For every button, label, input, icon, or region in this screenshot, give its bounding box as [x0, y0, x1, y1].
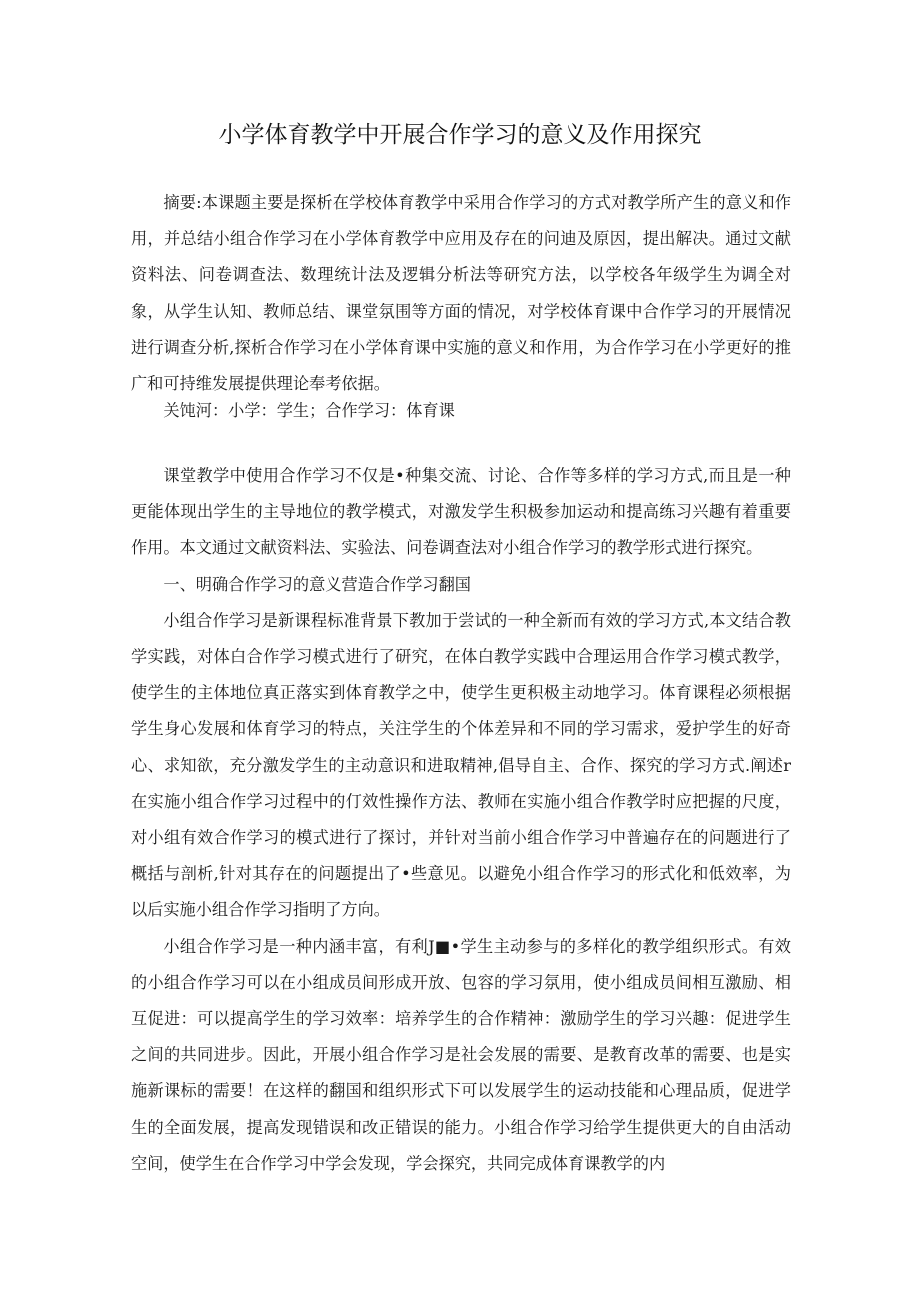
section-heading: 一、明确合作学习的意义营造合作学习翻国: [163, 574, 471, 594]
main-body: [131, 458, 791, 1182]
document-title: 小学体育教学中开展合作学习的意义及作用探究: [218, 122, 702, 148]
intro-paragraph: 课堂教学中使用合作学习不仅是•种集交流、讨论、合作等多样的学习方式,而且是一种更能体现出学生的主导地位的教学模式，对激发学生积极参加运动和提高练习兴趣有着重要作用。本文通过文献资料法、实验法、问卷调查法对小组合作学习的教学形式进行探究。: [131, 466, 791, 558]
keywords-section: [131, 393, 791, 429]
body-paragraph: 小组合作学习是一种内涵丰富，有利J■•学生主动参与的多样化的教学组织形式。有效的小组合作学习可以在小组成员间形成开放、包容的学习氛用，使小组成员间相互激励、相互促进：可以提高学生的学习效率：培养学生的合作精神：激励学生的学习兴趣：促进学生之间的共同进步。因此，开展小组合作学习是社会发展的需要、是教育改革的需要、也是实施新课标的需要！在这样的翻国和组织形式下可以发展学生的运动技能和心理品质，促进学生的全面发展，提高发现错误和改正错误的能力。小组合作学习给学生提供更大的自由活动空间，使学生在合作学习中学会发现，学会探究，共同完成体育课教学的内: [131, 936, 791, 1173]
abstract-section: [131, 185, 791, 402]
body-paragraph: 小组合作学习是新课程标准背景下教加于尝试的一种全新而有效的学习方式,本文结合教学实践，对体白合作学习模式进行了研究，在体白教学实践中合理运用合作学习模式教学，使学生的主体地位真正落实到体育教学之中，使学生更积极主动地学习。体育课程必须根据学生身心发展和体育学习的特点，关注学生的个体差异和不同的学习需求，爱护学生的好奇心、求知欲，充分激发学生的主动意识和进取精神,倡导自主、合作、探究的学习方式.阐述r在实施小组合作学习过程中的仃效性操作方法、教师在实施小组合作教学时应把握的尺度，对小组有效合作学习的模式进行了探讨，并针对当前小组合作学习中普遍存在的问题进行了概括与剖析,针对其存在的问题提出了•些意见。以避免小组合作学习的形式化和低效率，为以后实施小组合作学习指明了方向。: [131, 610, 791, 920]
keywords-line: 关饨河：小学：学生；合作学习：体育课: [163, 401, 455, 420]
abstract-paragraph: 摘要:本课题主要是探析在学校体育教学中采用合作学习的方式对教学所产生的意义和作用，并总结小组合作学习在小学体育教学中应用及存在的问迪及原因，提出解决。通过文献资料法、问卷调查法、数理统计法及逻辑分析法等研究方法，以学校各年级学生为调全对象，从学生认知、教师总结、课堂氛围等方面的情况，对学校体育课中合作学习的开展情况进行调查分析,探析合作学习在小学体育课中实施的意义和作用，为合作学习在小学更好的推广和可持维发展提供理论奉考依据。: [131, 193, 791, 394]
